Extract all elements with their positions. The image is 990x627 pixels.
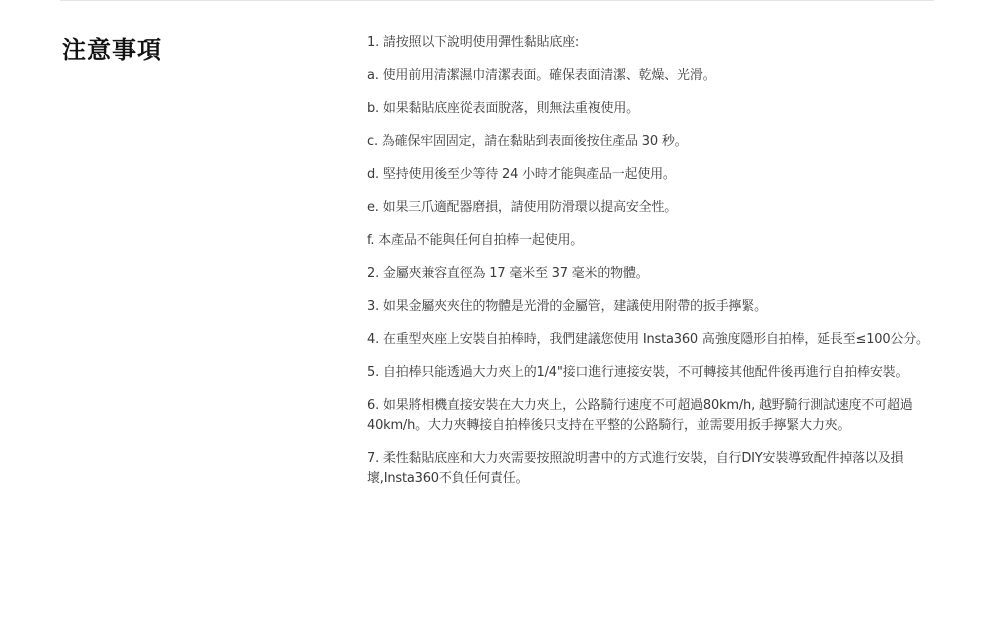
- section-title: 注意事項: [62, 36, 162, 64]
- note-item-1a: a. 使用前用清潔濕巾清潔表面。確保表面清潔、乾燥、光滑。: [367, 68, 716, 83]
- note-item-7: 7. 柔性黏貼底座和大力夾需要按照說明書中的方式進行安裝，自行DIY安裝導致配件掉落以及損壞,Insta360不負任何責任。: [367, 451, 904, 486]
- top-divider: [60, 0, 934, 1]
- note-item-1d: d. 堅持使用後至少等待 24 小時才能與產品一起使用。: [367, 167, 676, 182]
- note-item-2: 2. 金屬夾兼容直徑為 17 毫米至 37 毫米的物體。: [367, 266, 649, 281]
- note-item-5: 5. 自拍棒只能透過大力夾上的1/4"接口進行連接安裝，不可轉接其他配件後再進行自拍棒安裝。: [367, 365, 909, 380]
- note-item-1: 1. 請按照以下說明使用彈性黏貼底座:: [367, 35, 580, 50]
- notes-list: [367, 33, 939, 502]
- note-item-1e: e. 如果三爪適配器磨損，請使用防滑環以提高安全性。: [367, 200, 678, 215]
- note-item-1b: b. 如果黏貼底座從表面脫落，則無法重複使用。: [367, 101, 639, 116]
- note-item-6: 6. 如果將相機直接安裝在大力夾上，公路騎行速度不可超過80km/h, 越野騎行測試速度不可超過40km/h。大力夾轉接自拍棒後只支持在平整的公路騎行，並需要用扳手擰緊大力夾。: [367, 398, 913, 433]
- note-item-1f: f. 本產品不能與任何自拍棒一起使用。: [367, 233, 584, 248]
- note-item-3: 3. 如果金屬夾夾住的物體是光滑的金屬管，建議使用附帶的扳手擰緊。: [367, 299, 767, 314]
- note-item-4: 4. 在重型夾座上安裝自拍棒時，我們建議您使用 Insta360 高強度隱形自拍棒，延長至≤100公分。: [367, 332, 929, 347]
- note-item-1c: c. 為確保牢固固定，請在黏貼到表面後按住產品 30 秒。: [367, 134, 688, 149]
